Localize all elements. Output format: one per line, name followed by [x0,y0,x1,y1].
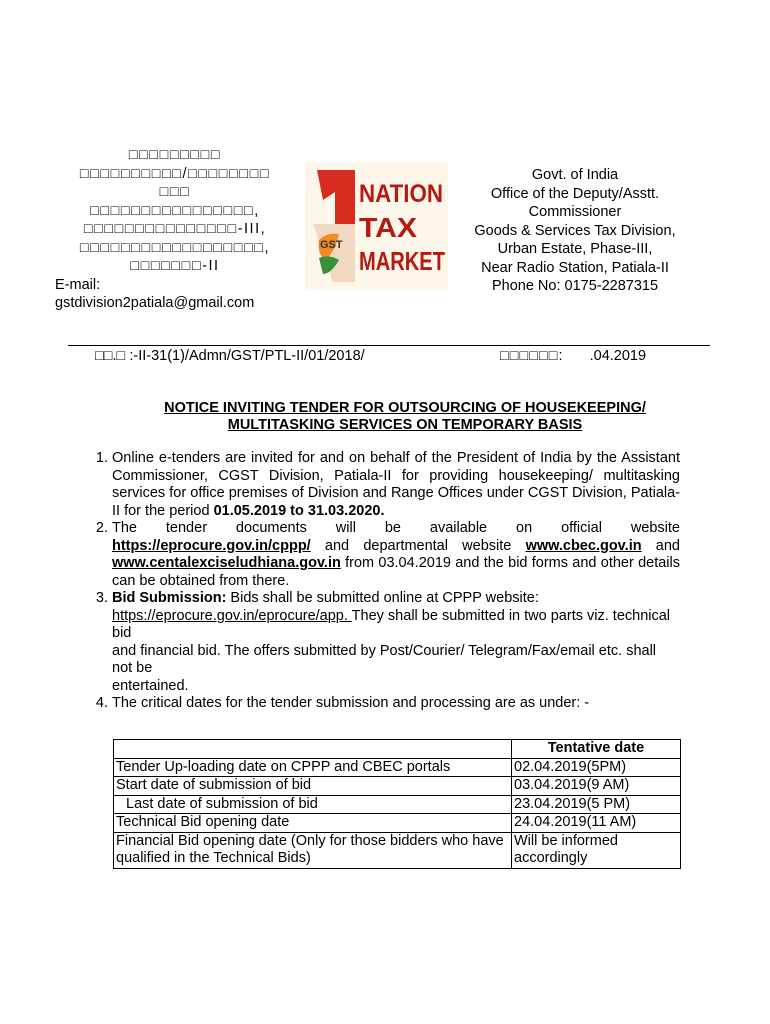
point-1 [112,450,680,520]
header-divider [68,345,710,346]
cppp-link[interactable]: https://eprocure.gov.in/cppp/ [112,537,311,554]
office-address-hindi [55,146,295,313]
email-address: gstdivision2patiala@gmail.com [55,295,255,311]
file-number [95,348,365,364]
table-cell: Last date of submission of bid [114,795,512,814]
address-line: Office of the Deputy/Asstt. [490,185,660,202]
point-2 [112,520,680,590]
office-address-english [455,166,695,296]
table-row [114,832,681,868]
table-cell: Start date of submission of bid [114,777,512,796]
hindi-line: □□□□□□□□□□/□□□□□□□□ [79,165,271,182]
critical-dates-table [113,739,681,869]
nation-tax-market-logo [305,162,448,290]
point-3-text: Bids shall be submitted online at CPPP website: [226,590,539,606]
notice-points [60,450,680,713]
cbec-link[interactable]: www.cbec.gov.in [525,537,642,554]
hindi-line: □□□□□□□□□□□□□□□□, [90,202,260,219]
notice-date [500,348,646,364]
point-3 [112,590,680,695]
point-4-text: The critical dates for the tender submission and processing are as under: - [112,695,590,711]
table-row [114,758,681,777]
centalexcise-link[interactable]: www.centalexciseludhiana.gov.in [112,555,341,571]
table-header-cell: Tentative date [512,740,681,759]
table-header-row [114,740,681,759]
file-number-prefix: □□.□ [95,348,126,364]
table-cell: Financial Bid opening date (Only for those bidders who have qualified in the Technical Bids) [114,832,512,868]
point-3-text-d: entertained. [112,677,189,694]
hindi-line: □□□□□□□□□□□□□□□-III, [83,221,267,237]
table-cell: Tender Up-loading date on CPPP and CBEC portals [114,758,512,777]
hindi-line: □□□□□□□□□ [128,147,222,163]
address-line: Goods & Services Tax Division, [474,222,676,239]
point-2-text-c: and [641,537,680,554]
table-cell: Technical Bid opening date [114,814,512,833]
hindi-line: □□□□□□□□□□□□□□□□□□, [79,239,271,256]
title-line-1: NOTICE INVITING TENDER FOR OUTSOURCING OF HOUSEKEEPING/ [164,400,646,416]
notice-title [100,400,710,434]
point-2-text: The tender documents will be available on official website [112,520,680,536]
period-dates: 01.05.2019 to 31.03.2020. [213,502,385,519]
bid-submission-label: Bid Submission: [112,590,227,606]
address-line: Commissioner [528,204,622,220]
table-row [114,777,681,796]
svg-text:MARKET: MARKET [359,246,446,276]
address-line: Govt. of India [531,167,619,183]
address-line: Urban Estate, Phase-III, [497,241,653,257]
file-number-value: :-II-31(1)/Admn/GST/PTL-II/01/2018/ [129,348,365,364]
table-header-cell [114,740,512,759]
point-2-text-b: and departmental website [310,537,526,554]
svg-text:TAX: TAX [359,212,418,243]
phone-number: Phone No: 0175-2287315 [491,278,659,294]
point-4 [112,695,680,713]
point-3-text-b: They shall be submitted in two parts viz. technical bid [112,607,671,641]
svg-text:NATION: NATION [359,180,443,208]
hindi-line: □□□□□□□-II [130,258,220,274]
svg-text:GST: GST [320,239,343,251]
table-row [114,795,681,814]
date-label: □□□□□□: [500,348,564,364]
title-line-2: MULTITASKING SERVICES ON TEMPORARY BASIS [227,417,583,433]
point-3-text-c: and financial bid. The offers submitted by Post/Courier/ Telegram/Fax/email etc. shall not be [112,642,657,676]
address-line: Near Radio Station, Patiala-II [481,259,669,276]
table-cell: Will be informed accordingly [512,832,681,868]
point-1-text: Online e-tenders are invited for and on behalf of the President of India by the Assistant Commissioner, CGST Division, Patiala-II for providing housekeeping/ multitasking services for office premises of Division and Range Offices under CGST Division, Patiala-II for the period [112,450,680,519]
point-2-text-d: from 03.04.2019 and the bid forms and other details can be obtained from there. [112,555,680,589]
table-cell: 23.04.2019(5 PM) [512,795,681,814]
eprocure-link[interactable]: https://eprocure.gov.in/eprocure/app. [112,607,352,624]
table-cell: 24.04.2019(11 AM) [512,814,681,833]
hindi-line: □□□ [159,184,191,200]
table-cell: 03.04.2019(9 AM) [512,777,681,796]
table-row [114,814,681,833]
table-cell: 02.04.2019(5PM) [512,758,681,777]
email-label: E-mail: [55,276,101,293]
date-value: .04.2019 [589,348,647,364]
